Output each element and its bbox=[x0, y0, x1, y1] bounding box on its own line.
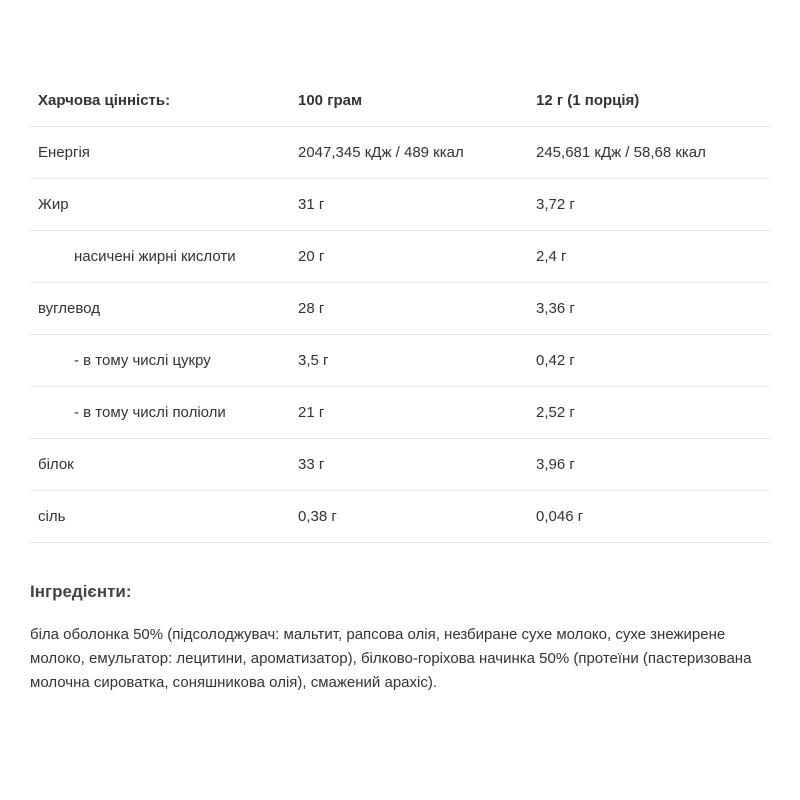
nutrient-name: Жир bbox=[30, 179, 290, 231]
ingredients-title: Інгредієнти: bbox=[30, 582, 132, 601]
table-row bbox=[30, 439, 770, 491]
nutrient-per-100g: 20 г bbox=[290, 231, 528, 283]
nutrition-header-row bbox=[30, 75, 770, 127]
header-nutritional-value: Харчова цінність: bbox=[30, 75, 290, 127]
nutrient-name: - в тому числі цукру bbox=[30, 335, 290, 387]
table-row bbox=[30, 127, 770, 179]
nutrient-per-100g: 31 г bbox=[290, 179, 528, 231]
nutrient-per-portion: 3,36 г bbox=[528, 283, 770, 335]
table-row bbox=[30, 491, 770, 543]
nutrient-name: Енергія bbox=[30, 127, 290, 179]
nutrient-name: білок bbox=[30, 439, 290, 491]
ingredients-text: біла оболонка 50% (підсолоджувач: мальтит, рапсова олія, незбиране сухе молоко, сухе знежирене молоко, емульгатор: лецитини, ароматизатор), білково-горіхова начинка 50% (протеїни (пастеризована молочна сироватка, соняшникова олія), смажений арахіс). bbox=[30, 626, 752, 691]
nutrient-per-portion: 2,4 г bbox=[528, 231, 770, 283]
nutrient-per-100g: 28 г bbox=[290, 283, 528, 335]
nutrient-name: - в тому числі поліоли bbox=[30, 387, 290, 439]
table-row bbox=[30, 231, 770, 283]
header-per-100g: 100 грам bbox=[290, 75, 528, 127]
table-row bbox=[30, 283, 770, 335]
nutrient-per-100g: 0,38 г bbox=[290, 491, 528, 543]
nutrient-per-portion: 2,52 г bbox=[528, 387, 770, 439]
nutrition-table bbox=[30, 75, 770, 543]
nutrient-per-portion: 0,42 г bbox=[528, 335, 770, 387]
nutrient-name: насичені жирні кислоти bbox=[30, 231, 290, 283]
nutrient-per-100g: 3,5 г bbox=[290, 335, 528, 387]
nutrient-per-portion: 3,72 г bbox=[528, 179, 770, 231]
table-row bbox=[30, 179, 770, 231]
nutrient-per-100g: 33 г bbox=[290, 439, 528, 491]
nutrient-per-100g: 2047,345 кДж / 489 ккал bbox=[290, 127, 528, 179]
header-per-portion: 12 г (1 порція) bbox=[528, 75, 770, 127]
nutrient-name: вуглевод bbox=[30, 283, 290, 335]
table-row bbox=[30, 387, 770, 439]
nutrient-name: сіль bbox=[30, 491, 290, 543]
nutrient-per-portion: 245,681 кДж / 58,68 ккал bbox=[528, 127, 770, 179]
nutrient-per-100g: 21 г bbox=[290, 387, 528, 439]
nutrient-per-portion: 3,96 г bbox=[528, 439, 770, 491]
table-row bbox=[30, 335, 770, 387]
nutrient-per-portion: 0,046 г bbox=[528, 491, 770, 543]
